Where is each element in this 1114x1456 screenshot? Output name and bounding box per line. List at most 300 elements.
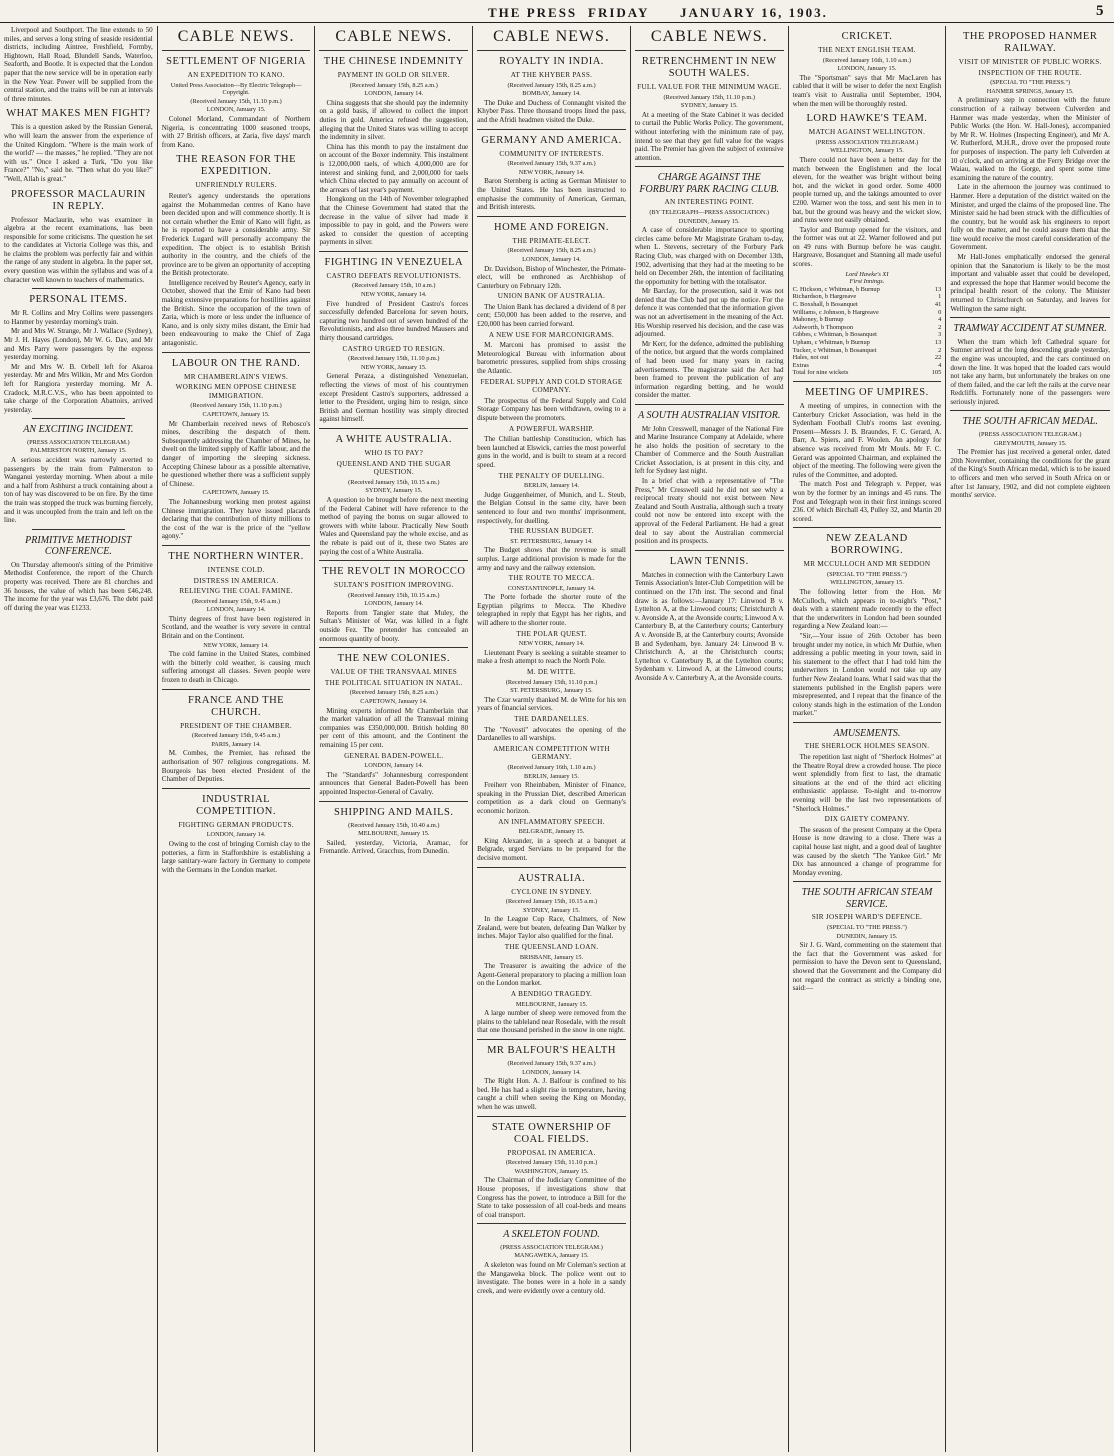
article-paragraph: Reports from Tangier state that Muley, the Sultan's Minister of War, was killed in a fight outside Fez. The pretender has concealed an enormous quantity of booty.: [319, 608, 469, 643]
dateline-source: (SPECIAL TO "THE PRESS."): [827, 570, 907, 578]
divider: [950, 317, 1110, 318]
headline-umpires-meeting: MEETING OF UMPIRES.: [805, 386, 929, 398]
article-paragraph: This is a question asked by the Russian General, who will learn the answer from the experience of the United Kingdom. "Where is the main work of the world? — the masses," he replied. "They are not with us." Once I asked a Turk, "Do you like France?" "No," said he. "Then what do you like?" "Well, Allah is great.": [4, 123, 153, 183]
headline-south-australian-visitor: A SOUTH AUSTRALIAN VISITOR.: [638, 410, 781, 421]
batsman-entry: Upham, c Whitman, b Burnup: [792, 339, 870, 346]
dateline-place: LONDON, January 14.: [522, 1068, 581, 1076]
headline-amusements: AMUSEMENTS.: [833, 727, 901, 739]
article-paragraph: The match Post and Telegraph v. Pepper, was won by the former by an innings and 45 runs. The Post and Telegraph won in their first innings scored 236. Of which Birchall 43, Pulley 32, and Martin 20 scored.: [792, 480, 942, 523]
headline-france-church: FRANCE AND THE CHURCH.: [188, 694, 285, 718]
headline-skeleton-found: A SKELETON FOUND.: [503, 1229, 600, 1241]
article-paragraph: Mr Kerr, for the defence, admitted the publishing of the notice, but argued that the words complained of had been used for many years in racing advertisements. The magistrate said the Act had been framed to prevent the publication of any information regarding betting, and he would consider the matter.: [634, 339, 784, 400]
scorecard-row: [793, 293, 942, 301]
subhead: INTENSE COLD.: [207, 565, 265, 574]
batsman-runs: 22: [934, 354, 942, 362]
dateline-source: (SPECIAL TO "THE PRESS."): [827, 923, 907, 931]
received-line: (Received January 15th, 9.45 a.m.): [192, 732, 281, 740]
article-paragraph: Late in the afternoon the journey was continued to Hanmer. Here a deputation of the district waited on the Minister, and urged the claims of the proposed line. The Minister said he had been struck with the difficulties of the country, but he would ask his engineers to report fully on the matter, and he could assure them that the line would receive the most careful consideration of the Government.: [950, 183, 1111, 252]
batsman-runs: 3: [938, 331, 942, 339]
article-paragraph: The Right Hon. A. J. Balfour is confined to his bed. He has had a slight rise in temperature, having caught a chill when seeing the King on Monday, when he was unwell.: [477, 1077, 626, 1111]
article-paragraph: Professor Maclaurin, who was examiner in algebra at the recent examinations, has been responsible for some criticisms. The question he set to the candidates at Victoria College was this, and he claims the problem was perfectly fair and within the range of any student in algebra. In the paper set, every question was within the syllabus and was of a character well known to teachers of mathematics.: [4, 215, 153, 284]
article-paragraph: King Alexander, in a speech at a banquet at Belgrade, urged Servians to be prepared for the decisive moment.: [477, 836, 626, 862]
headline-labour-rand: LABOUR ON THE RAND.: [171, 357, 301, 369]
batsman-entry: Extras: [792, 361, 809, 369]
subhead: MR CHAMBERLAIN'S VIEWS.: [184, 372, 289, 381]
batsman-runs: 2: [938, 323, 942, 331]
divider: [162, 352, 311, 353]
received-line: (Received January 15th, 10.15 a.m.): [348, 478, 440, 486]
subhead: WHO IS TO PAY?: [364, 448, 424, 457]
headline-northern-winter: THE NORTHERN WINTER.: [168, 550, 304, 562]
headline-nz-borrowing: NEW ZEALAND BORROWING.: [826, 533, 908, 557]
dateline-place: CAPETOWN, January 15.: [202, 489, 270, 497]
article-paragraph: Mr John Cresswell, manager of the National Fire and Marine Insurance Company at Adelaide, where he also holds the position of secretary to the Chamber of Commerce and the South Australian Cricket Association, is at present in this city, and left for Sydney last night.: [634, 424, 784, 476]
headline-chinese-indemnity: THE CHINESE INDEMNITY: [323, 56, 464, 67]
article-paragraph: The Chilian battleship Constitucion, which has been launched at Elswick, carries the most powerful guns in the world, and is built to steam at a record speed.: [477, 435, 626, 469]
article-paragraph: Mr Chamberlain received news of Rebosco's mines, describing the despatch of them. Subsequently addressing the Chamber of Mines, he dwelt on the limited supply of Kaffir labour, and the danger of importing the sleeping sickness. Accepting Chinese labour as a possible alternative, he questioned whether there was a sufficient supply of Chinese.: [161, 419, 311, 488]
dateline-place: ST. PETERSBURG, January 15.: [510, 687, 593, 695]
article-paragraph: A large number of sheep were removed from the plains to the tableland near Rosedale, with the result that one thousand perished in the snow in one night.: [477, 1009, 626, 1035]
headline-professor-maclaurin: PROFESSOR MACLAURIN IN REPLY.: [11, 188, 146, 212]
article-paragraph: The prospectus of the Federal Supply and Cold Storage Company has been withdrawn, owing to a dispute between the promoters.: [477, 396, 626, 422]
dateline-place: MELBOURNE, January 15.: [515, 1000, 588, 1008]
dateline-place: CONSTANTINOPLE, January 14.: [507, 584, 596, 592]
batsman-entry: Williams, c Johnson, b Hargreave: [792, 308, 879, 316]
article-paragraph: The Johannesburg working men protest against Chinese immigration. They have issued placards declaring that the contribution of thirty millions to the cost of the war is the price of the "yellow agony.": [161, 497, 311, 541]
dateline-source: (PRESS ASSOCIATION TELEGRAM.): [27, 438, 130, 446]
article-paragraph: Hongkong on the 14th of November telegraphed that the Chinese Government had stated that the decrease in the value of silver had made it impossible to pay in gold, and the Powers were asked to consider the question of accepting payments in silver.: [319, 195, 469, 247]
article-paragraph: Sir J. G. Ward, commenting on the statement that the fact that the Government was asked for permission to have the Devon sent to Queensland, showed that the Government and the Company did not regard the contract as strictly a binding one, said:—: [792, 941, 942, 993]
subhead: THE DARDANELLES.: [514, 715, 589, 723]
dateline-place: WELLINGTON, January 15.: [830, 147, 904, 155]
divider: [162, 689, 311, 690]
article-paragraph: The "Sportsman" says that Mr MacLaren has cabled that it will be wiser to defer the next English team's visit to Australia until September, 1904, when the men will be thoroughly rested.: [792, 73, 942, 108]
article-paragraph: The repetition last night of "Sherlock Holmes" at the Theatre Royal drew a crowded house. The piece went splendidly from first to last, the dramatic situations at the end of the third act eliciting enthusiastic applause. To-night and to-morrow evening will be the last two representations of "Sherlock Holmes.": [792, 753, 942, 813]
dateline-place: NEW YORK, January 14.: [518, 640, 585, 648]
received-line: (Received January 15th, 9.37 a.m.): [507, 160, 596, 168]
article-paragraph: The Porte forbade the shorter route of the Egyptian pilgrims to Mecca. The Khedive telegraphed in reply that Egypt has her rights, and will adhere to the shorter route.: [477, 593, 626, 628]
subhead: THE PENALTY OF DUELLING.: [498, 471, 605, 480]
divider: [477, 1039, 626, 1040]
dateline-place: SYDNEY, January 15.: [680, 102, 738, 110]
divider: [477, 129, 626, 130]
subhead: FULL VALUE FOR THE MINIMUM WAGE.: [637, 83, 782, 91]
headline-balfour-health: MR BALFOUR'S HEALTH: [487, 1045, 616, 1056]
scorecard-table: [793, 271, 942, 377]
subhead: FIGHTING GERMAN PRODUCTS.: [178, 820, 294, 829]
article-paragraph: "Sir,—Your issue of 26th October has been brought under my notice, in which Mr Duthie, when addressing a public meeting in your town, said in his statement to the effect that I had told him the underwriters in London would not take up any further New Zealand loans. What I said was that the statements published in the English papers were misrepresented, and I repeat that the finance of the colony stands high in the estimation of the London market.": [792, 632, 942, 718]
divider: [32, 418, 125, 419]
batsman-runs: 13: [934, 339, 942, 346]
scorecard-row: [793, 354, 942, 362]
article-paragraph: When the tram which left Cathedral square for Sumner arrived at the long descending grade yesterday, the engine was uncoupled, and the cars continued on down the line. It was hoped that the loaded cars would not take any harm, but unfortunately the brakes on one of them failed, and the car left the rails at the curve near Redcliffs. Fortunately none of the passengers were seriously injured.: [950, 337, 1111, 406]
headline-state-ownership: STATE OWNERSHIP OF COAL FIELDS.: [491, 1121, 612, 1145]
divider: [793, 881, 942, 882]
column-2: [158, 26, 316, 1452]
headline-personal-items: PERSONAL ITEMS.: [29, 294, 128, 306]
divider: [319, 428, 468, 429]
article-paragraph: The Duke and Duchess of Connaught visited the Khyber Pass. Three thousand troops lined the pass, and the Afridi headmen visited the Duke.: [477, 98, 626, 124]
subhead: THE ROUTE TO MECCA.: [508, 574, 595, 583]
received-line: (Received January 15th, 11.10 p.m.): [505, 678, 598, 686]
dateline-place: WELLINGTON, January 15.: [830, 579, 904, 587]
divider: [319, 647, 468, 648]
subhead: FEDERAL SUPPLY AND COLD STORAGE COMPANY.: [480, 377, 623, 395]
dateline-place: BOMBAY, January 14.: [522, 90, 581, 98]
received-line: (Received January 15th, 10 a.m.): [352, 282, 436, 290]
subhead: INSPECTION OF THE ROUTE.: [978, 68, 1082, 77]
divider: [319, 801, 468, 802]
dateline-source: (PRESS ASSOCIATION TELEGRAM.): [500, 1243, 603, 1251]
divider: [319, 560, 468, 561]
section-head-cable-news: CABLE NEWS.: [650, 28, 768, 45]
subhead: PROPOSAL IN AMERICA.: [507, 1148, 596, 1157]
dateline-place: DUNEDIN, January 15.: [836, 932, 898, 940]
total-value: 105: [931, 369, 942, 377]
divider: [477, 50, 626, 51]
subhead: DIX GAIETY COMPANY.: [824, 815, 910, 824]
received-line: (Received January 15th, 9.37 a.m.): [507, 1060, 596, 1067]
article-paragraph: The Budget shows that the revenue is small surplus. Large additional provision is made for the army and navy and the railway extension.: [477, 546, 626, 572]
headline-retrenchment: RETRENCHMENT IN NEW SOUTH WALES.: [641, 56, 777, 79]
divider: [32, 288, 125, 289]
scorecard-row: [793, 331, 942, 339]
subhead: M. DE WITTE.: [527, 668, 576, 677]
scorecard-row: [793, 324, 942, 332]
article-paragraph: The "Novosti" advocates the opening of the Dardanelles to all warships.: [477, 725, 626, 743]
headline-australia: AUSTRALIA.: [517, 872, 586, 884]
divider: [162, 788, 311, 789]
headline-lord-hawke: LORD HAWKE'S TEAM.: [806, 113, 928, 125]
dateline-place: ST. PETERSBURG, January 14.: [510, 537, 593, 545]
subhead: THE NEXT ENGLISH TEAM.: [818, 46, 916, 54]
subhead: THE PRIMATE-ELECT.: [512, 236, 591, 245]
dateline-place: LONDON, January 14.: [364, 90, 424, 98]
dateline-source: (BY TELEGRAPH—PRESS ASSOCIATION.): [649, 208, 770, 216]
scorecard-row: [793, 301, 942, 309]
received-line: (Received January 15th, 11.10 p.m.): [348, 355, 440, 363]
subhead: VISIT OF MINISTER OF PUBLIC WORKS.: [958, 58, 1102, 66]
dateline-place: WASHINGTON, January 15.: [514, 1167, 589, 1175]
article-paragraph: Dr. Davidson, Bishop of Winchester, the Primate-elect, will be enthroned as Archbishop of Canterbury on February 12th.: [477, 264, 626, 290]
dateline-source: (PRESS ASSOCIATION TELEGRAM.): [978, 430, 1082, 438]
dateline-place: NEW YORK, January 14.: [361, 291, 427, 299]
subhead: CASTRO DEFEATS REVOLUTIONISTS.: [326, 271, 462, 280]
article-paragraph: A question to be brought before the next meeting of the Federal Cabinet will have reference to the method of paying the bonus on sugar allowed to growers with white labour. Practically New South Wales and Queensland pay the whole excise, and as the rebate is paid out of it, these two States are paying the cost of a White Australia.: [319, 495, 469, 556]
subhead: QUEENSLAND AND THE SUGAR QUESTION.: [336, 459, 451, 477]
dateline-place: HANMER SPRINGS, January 15.: [986, 87, 1074, 95]
subhead: THE RUSSIAN BUDGET.: [509, 527, 594, 536]
divider: [635, 404, 784, 405]
dateline-place: SYDNEY, January 15.: [365, 487, 423, 495]
column-4: [473, 26, 631, 1452]
dateline-place: MELBOURNE, January 15.: [358, 830, 430, 838]
subhead: MATCH AGAINST WELLINGTON.: [808, 128, 926, 137]
scorecard-row: [793, 339, 942, 347]
divider: [635, 550, 784, 551]
received-line: (Received January 15th, 11.10 p.m.): [663, 93, 755, 101]
subhead: THE SHERLOCK HOLMES SEASON.: [804, 742, 930, 751]
column-7: [946, 26, 1114, 1452]
article-paragraph: Liverpool and Southport. The line extends to 50 miles, and serves a long string of seaside residential districts, including Aintree, Freshfield, Formby, Hightown, Hall Road, Blundell Sands, Waterloo, Seaforth, and Bootle. It is expected that the London paper that the new service will be in operation early in the New Year. Power will be supplied from the central station, and the trains will be run at intervals of three minutes.: [4, 26, 153, 103]
dateline-place: NEW YORK, January 14.: [203, 641, 269, 649]
scorecard-row: [793, 347, 942, 355]
received-line: (Received January 15th, 9.45 a.m.): [192, 597, 281, 605]
divider: [477, 1223, 626, 1224]
article-paragraph: Taylor and Burnup opened for the visitors, and the former was out at 22. Warner followed and put on 49 runs with Burnup before he was caught. Hargreave, Bosanquet and Stanning all made useful scores.: [792, 225, 942, 269]
dateline-place: CAPETOWN, January 15.: [202, 411, 270, 418]
batsman-runs: 2: [938, 346, 942, 354]
article-paragraph: General Peraza, a distinguished Venezuelan, reflecting the views of most of his countrymen except President Castro's supporters, addressed a letter to the President, urging him to resign, since British and German hostility was simply directed against himself.: [319, 372, 469, 424]
subhead: THE QUEENSLAND LOAN.: [504, 943, 599, 952]
subhead: A NEW USE FOR MARCONIGRAMS.: [488, 330, 615, 339]
article-paragraph: A case of considerable importance to sporting circles came before Mr Magistrate Graham to-day, when L. Stevens, secretary of the Forbury Park Racing Club, was charged with on December 13th, 1902, advertising that they had at the meeting to be held on December 26th, the intention of facilitating the opportunity for betting with the totalisator.: [634, 226, 784, 286]
subhead: WORKING MEN OPPOSE CHINESE IMMIGRATION.: [175, 383, 297, 400]
headline-hanmer-railway: THE PROPOSED HANMER RAILWAY.: [962, 31, 1098, 54]
subhead: A POWERFUL WARSHIP.: [509, 424, 594, 433]
divider: [950, 410, 1110, 411]
subhead: SULTAN'S POSITION IMPROVING.: [333, 581, 454, 590]
headline-white-australia: A WHITE AUSTRALIA.: [335, 433, 453, 445]
divider: [162, 545, 311, 546]
batsman-entry: C. Boxshall, b Bosanquet: [792, 301, 858, 309]
dateline-place: LONDON, January 14.: [364, 600, 424, 608]
article-paragraph: Sailed, yesterday, Victoria, Aramac, for Fremantle. Arrived, Gracchus, from Dunedin.: [319, 838, 469, 856]
batsman-runs: 4: [938, 361, 942, 369]
scorecard-row: [793, 362, 942, 370]
scorecard-title: Lord Hawke's XI: [845, 270, 889, 278]
article-paragraph: Judge Guggenheimer, of Munich, and L. Steub, the Belgian Consul in the same city, have been sentenced to four and two months' imprisonment, respectively, for duelling.: [477, 490, 626, 525]
scorecard-innings: First Innings.: [849, 278, 885, 286]
dateline-source: (PRESS ASSOCIATION TELEGRAM.): [815, 138, 919, 146]
headline-south-african-medal: THE SOUTH AFRICAN MEDAL.: [962, 416, 1098, 428]
subhead: UNFRIENDLY RULERS.: [195, 181, 277, 190]
divider: [477, 216, 626, 217]
scorecard-rows: [793, 286, 942, 370]
article-paragraph: M. Combes, the Premier, has refused the authorisation of 907 religious congregations. M. Bourgeois has been elected President of the Chamber of Deputies.: [161, 749, 311, 784]
batsman-entry: Tucker, c Whitman, b Bosanquet: [792, 346, 877, 354]
dateline-place: BELGRADE, January 15.: [518, 828, 585, 836]
received-line: (Received January 15th, 10.15 a.m.): [505, 898, 598, 906]
headline-royalty-india: ROYALTY IN INDIA.: [499, 56, 604, 67]
article-paragraph: Thirty degrees of frost have been registered in Scotland, and the weather is very severe in central Britain and on the Continent.: [161, 614, 311, 641]
dateline-place: PALMERSTON NORTH, January 15.: [30, 447, 127, 455]
batsman-entry: Gibbes, c Whitman, b Bosanquet: [792, 331, 877, 339]
subhead: A BENDIGO TRAGEDY.: [510, 990, 593, 999]
received-line: (Received January 15th, 11.10 p.m.): [505, 1159, 598, 1167]
dateline-place: CAPETOWN, January 14.: [360, 698, 428, 706]
article-paragraph: Freiherr von Rheinbaben, Minister of Finance, speaking in the Prussian Diet, described American competition as a dark cloud on Germany's economic horizon.: [477, 781, 626, 815]
article-paragraph: Mr and Mrs W. Strange, Mr J. Wallace (Sydney), Mr J. H. Hayes (London), Mr W. G. Dav, and Mr and Mrs Parry were passengers by the express yesterday morning.: [4, 327, 153, 362]
dateline-place: PARIS, January 14.: [211, 740, 261, 748]
headline-germany-america: GERMANY AND AMERICA.: [481, 134, 622, 146]
divider: [319, 50, 468, 51]
article-paragraph: The Treasurer is awaiting the advice of the Agent-General preparatory to placing a million loan on the London market.: [477, 962, 626, 988]
article-paragraph: A meeting of umpires, in connection with the Canterbury Cricket Association, was held in the Sydenham Football Club's rooms last evening. Present—Messrs J. B. Braundes, F. C. Gerard, A. Barr, A. Spiers, and F. Woolen. An apology for absence was received from Mr Mouls. Mr F. C. Gerard was appointed Chairman, and explained the object of the meeting. The following were given the rules of the Committee, and adopted.: [792, 401, 942, 479]
headline-nigeria: SETTLEMENT OF NIGERIA: [166, 56, 306, 67]
headline-primitive-methodist: PRIMITIVE METHODIST CONFERENCE.: [25, 534, 132, 558]
batsman-entry: Mahoney, b Burnup: [792, 316, 844, 324]
headline-morocco: THE REVOLT IN MOROCCO: [322, 566, 466, 578]
section-head-cable-news: CABLE NEWS.: [335, 28, 453, 45]
issue-date: JANUARY 16, 1903.: [680, 5, 828, 20]
batsman-entry: Ashworth, b Thompson: [792, 323, 854, 331]
issue-day: FRIDAY: [588, 5, 650, 20]
dateline-place: DUNEDIN, January 15.: [678, 217, 740, 225]
article-paragraph: Lieutenant Peary is seeking a suitable steamer to make a fresh attempt to reach the North Pole.: [477, 648, 626, 666]
divider: [319, 251, 468, 252]
received-line: (Received January 15th, 8.25 a.m.): [507, 81, 596, 89]
page-number: 5: [1096, 3, 1106, 19]
received-line: (Received January 16th, 1.10 a.m.): [822, 56, 912, 64]
divider: [635, 166, 784, 167]
dateline-place: BERLIN, January 15.: [524, 772, 579, 780]
columns: [0, 26, 1114, 1452]
divider: [793, 381, 942, 382]
article-paragraph: The Czar warmly thanked M. de Witte for his ten years of financial services.: [477, 695, 626, 713]
article-paragraph: China has this month to pay the instalment due on account of the Boxer indemnity. This instalment is 12,000,000 taels, of which 4,000,000 are for interest and sinking fund, and 2,000,000 for taels which China elected to pay annually on account of the arrears of last year's payment.: [319, 142, 469, 194]
credit-line: United Press Association—By Electric Telegraph—Copyright.: [170, 81, 302, 97]
subhead: AT THE KHYBER PASS.: [510, 71, 593, 79]
dateline-place: BERLIN, January 14.: [524, 482, 579, 490]
article-paragraph: Mr R. Collins and Mry Collins were passengers to Hanmer by yesterday morning's train.: [4, 309, 153, 326]
received-line: (Received January 15th, 8.25 a.m.): [507, 247, 596, 255]
divider: [162, 50, 311, 51]
headline-shipping-mails: SHIPPING AND MAILS.: [334, 806, 454, 818]
received-line: (Received January 15th, 8.25 a.m.): [349, 81, 438, 89]
dateline-place: LONDON, January 14.: [364, 762, 424, 770]
subhead: AN INFLAMMATORY SPEECH.: [498, 817, 605, 826]
batsman-runs: 1: [938, 293, 942, 301]
dateline-place: LONDON, January 15.: [206, 106, 266, 114]
subhead: AMERICAN COMPETITION WITH GERMANY.: [493, 744, 610, 762]
paper-name: THE PRESS: [488, 5, 578, 20]
scorecard-row: [793, 316, 942, 324]
subhead: AN EXPEDITION TO KANO.: [187, 71, 285, 79]
subhead: DISTRESS IN AMERICA.: [193, 576, 279, 585]
article-paragraph: Owing to the cost of bringing Cornish clay to the potteries, a firm in Staffordshire is establishing a large sanitary-ware factory in Germany to compete with the Germans in the London market.: [161, 839, 311, 874]
article-paragraph: A preliminary step in connection with the future construction of a railway between Culverden and Hanmer was made yesterday, when the Minister of Public Works (the Hon. W. Hall-Jones), accompanied by Mr R. W. Holmes (Inspecting Engineer), and Mr A. W. Rutherford, M.H.R., drove over the proposed route for purposes of inspection. The party left Culverden at 10 o'clock, and on arriving at the Ferry Bridge over the Waiau, walked to the Gorge, and spent some time examining the nature of the country.: [950, 96, 1111, 182]
dateline-place: GREYMOUTH, January 15.: [993, 439, 1067, 447]
dateline-place: SYDNEY, January 15.: [523, 906, 580, 914]
received-line: (Received January 16th, 1.10 a.m.): [507, 763, 596, 771]
dateline-place: NEW YORK, January 15.: [361, 363, 427, 371]
article-paragraph: On Thursday afternoon's sitting of the Primitive Methodist Conference, the report of the Church property was received. There are 81 churches and 36 houses, the value of which has been £46,248. The income for the year was £3,676. The debt paid off during the year was £1233.: [4, 560, 153, 612]
batsman-entry: Hales, not out: [792, 354, 829, 362]
section-head-cable-news: CABLE NEWS.: [177, 28, 295, 45]
received-line: (Received January 15th, 10.15 a.m.): [348, 591, 440, 599]
column-3: [315, 26, 473, 1452]
total-label: Total for nine wickets: [792, 369, 849, 377]
article-paragraph: In the League Cup Race, Chalmers, of New Zealand, were but beaten, defeating Dan Walker by inches. Major Taylor also qualified for the final.: [477, 915, 626, 941]
headline-lawn-tennis: LAWN TENNIS.: [669, 555, 749, 567]
article-paragraph: Mr and Mrs W. B. Orbell left for Akaroa yesterday. Mr and Mrs Wilkin, Mr and Mrs Gordon left for Rangiora yesterday morning. Mr A. Cradock, M.R.C.V.S., who has been appointed to take charge of the Corporation Abattoirs, arrived yesterday.: [4, 362, 153, 414]
article-paragraph: China suggests that she should pay the indemnity on a gold basis, if allowed to collect the import duties in gold. America refused the suggestion, alleging that the United States was willing to accept the indemnity in silver.: [319, 98, 469, 142]
headline-cricket: CRICKET.: [841, 31, 893, 42]
article-paragraph: The season of the present Company at the Opera House is now drawing to a close. There was a capital house last night, and a good deal of laughter was caused by the sketch "The Yankee Girl." Mr Dix has announced a change of programme for Monday evening.: [792, 825, 942, 877]
column-6: [789, 26, 947, 1452]
article-paragraph: At a meeting of the State Cabinet it was decided to curtail the Public Works Policy. The government, without interfering with the minimum rate of pay, intend to see that they get full value for the wages paid. The Premier has given the subject of extensive attention.: [634, 110, 784, 162]
dateline-place: BRISBANE, January 15.: [519, 953, 584, 961]
article-paragraph: The Premier has just received a general order, dated 20th November, containing the conditions for the grant of the King's South African medal, which is to be issued to officers and men who served in South Africa on or after 1st January, 1902, and did not complete eighteen months' service.: [950, 448, 1111, 500]
article-paragraph: A skeleton was found on Mr Coleman's section at the Mangaweka block. The police went out to investigate. The bones were in a hole in a sandy creek, and were evidently over a century old.: [477, 1261, 626, 1295]
subhead: PAYMENT IN GOLD OR SILVER.: [337, 71, 450, 79]
subhead: CASTRO URGED TO RESIGN.: [342, 344, 446, 353]
article-paragraph: Reuter's agency understands the operations against the Mohammedan centres of Kano have been decided upon and will commence shortly. It is not certain whether the Emir of Kano will fight, as he is reported to have a considerable army. Sir Frederick Lugard will personally accompany the expedition. The object is to establish British authority in the country, and the chiefs of the province are to be given an opportunity of accepting the British protectorate.: [161, 191, 311, 278]
article-paragraph: Baron Sternberg is acting as German Minister to the United States. He has been instructed to emphasise the community of American, German, and British interests.: [477, 177, 626, 212]
headline-home-foreign: HOME AND FOREIGN.: [494, 221, 609, 233]
received-line: (Received January 15th, 8.25 a.m.): [349, 689, 438, 697]
article-paragraph: A serious accident was narrowly averted to passengers by the train from Palmerston to Wanganui yesterday morning. When about a mile and a half from Ashhurst a truck containing about a ton of hay was discovered to be on fire. By the time the train was stopped the truck was burning fiercely, and it was uncoupled from the train and left on the line.: [4, 456, 153, 525]
divider: [635, 50, 784, 51]
subhead: CYCLONE IN SYDNEY.: [511, 887, 592, 896]
headline-venezuela: FIGHTING IN VENEZUELA: [324, 256, 464, 268]
subhead: MR MCCULLOCH AND MR SEDDON: [803, 560, 931, 569]
dateline-place: LONDON, January 15.: [837, 65, 897, 73]
subhead: UNION BANK OF AUSTRALIA.: [497, 292, 606, 301]
article-paragraph: Mr Barclay, for the prosecution, said it was not denied that the Club had put up the notice. For the defence it was contended that the information given was not an advertisement in the meaning of the Act. His Worship reserved his decision, and the case was adjourned.: [634, 287, 784, 339]
subhead: THE POLITICAL SITUATION IN NATAL.: [324, 678, 463, 687]
batsman-runs: 13: [934, 285, 942, 293]
batsman-runs: 41: [934, 301, 942, 309]
headline-what-makes-men-fight: WHAT MAKES MEN FIGHT?: [6, 108, 151, 120]
divider: [793, 722, 942, 723]
subhead: VALUE OF THE TRANSVAAL MINES: [330, 668, 458, 677]
batsman-entry: Richardson, b Hargreave: [792, 293, 857, 301]
article-paragraph: The Union Bank has declared a dividend of 8 per cent; £50,000 has been added to the reserve, and £20,000 has been carried forward.: [477, 302, 626, 329]
article-paragraph: Five hundred of President Castro's forces successfully defended Barcelona for seven hours, capturing two hundred out of seven hundred of the Revolutionists, and also three hundred Mausers and thirty thousand cartridges.: [319, 299, 469, 343]
received-line: (Received January 15th, 10.40 a.m.): [348, 821, 440, 829]
article-paragraph: Mining experts informed Mr Chamberlain that the market valuation of all the Transvaal mining companies was £350,000,000. British holding 80 per cent of this amount, and the Continent the remaining 15 per cent.: [319, 706, 469, 749]
subhead: AN INTERESTING POINT.: [664, 198, 754, 207]
article-paragraph: Intelligence received by Reuter's Agency, early in October, showed that the Emir of Kano had been making extensive preparations for hostilities against the British. Since the occupation of the town of Zaria, which is more or less under the influence of Kano, and is only sixty miles distant, the Emir had been endeavouring to make the Chief of Zaga antagonistic.: [161, 278, 311, 348]
column-5: [631, 26, 789, 1452]
article-paragraph: Colonel Morland, Commandant of Northern Nigeria, is concentrating 1000 seasoned troops, with 27 British officers, at Zaria, five days' march from Kano.: [161, 114, 311, 149]
headline-tramway-accident: TRAMWAY ACCIDENT AT SUMNER.: [953, 323, 1107, 335]
headline-steam-service: THE SOUTH AFRICAN STEAM SERVICE.: [801, 887, 933, 910]
dateline-place: LONDON, January 14.: [206, 831, 266, 839]
dateline-place: LONDON, January 14.: [522, 255, 581, 263]
article-paragraph: The cold famine in the United States, combined with the bitterly cold weather, is causing much suffering amongst all classes. Seven people were frozen to death in Chicago.: [161, 650, 311, 685]
article-paragraph: Matches in connection with the Canterbury Lawn Tennis Association's Inter-Club Competition will be continued on the 17th inst. The second and final draw is as follows:—January 17: Linwood B v. Lyttelton A, at the Linwood courts; Christchurch A v. Avonside A, at the Avonside courts; Linwood A v. Canterbury B, at the Canterbury courts; Canterbury A v. Avonside B, at the Canterbury courts; Avonside B and Sydenham, bye. January 24: Linwood B v. Christchurch A, at the Christchurch courts; Lyttelton v. Canterbury B, at the Lyttelton courts; Sydenham v. Linwood A, at the Linwood courts; Avonside A v. Canterbury A, at the Avonside courts.: [634, 570, 784, 682]
dateline-source: (SPECIAL TO "THE PRESS."): [990, 79, 1071, 87]
divider: [477, 867, 626, 868]
divider: [477, 1116, 626, 1117]
scorecard-row: [793, 309, 942, 317]
dateline-place: LONDON, January 14.: [206, 606, 266, 614]
headline-forbury-park: CHARGE AGAINST THE FORBURY PARK RACING CLUB.: [639, 172, 780, 195]
scorecard-total-row: [793, 369, 942, 377]
subhead: GENERAL BADEN-POWELL.: [344, 751, 444, 760]
column-1: [0, 26, 158, 1452]
dateline-place: MANGAWEKA, January 15.: [514, 1252, 589, 1260]
article-paragraph: There could not have been a better day for the match between the Englishmen and the local eleven, for the weather was bright without being hot, and the wicket in good order. Some 4000 people turned up, and the takings amounted to over £200. Warner won the toss, and sent his men in to bat, but the ground was heavy and the wicket slow, and runs were not easily obtained.: [792, 155, 942, 225]
headline-industrial-competition: INDUSTRIAL COMPETITION.: [196, 793, 276, 817]
headline-new-colonies: THE NEW COLONIES.: [337, 653, 450, 665]
scorecard-row: [793, 286, 942, 294]
subhead: THE POLAR QUEST.: [516, 629, 587, 638]
received-line: (Received January 15th, 11.10 p.m.): [190, 97, 282, 105]
subhead: RELIEVING THE COAL FAMINE.: [179, 587, 293, 596]
article-paragraph: The "Standard's" Johannesburg correspondent announces that General Baden-Powell has been appointed Inspector-General of Cavalry.: [319, 770, 469, 796]
headline-exciting-incident: AN EXCITING INCIDENT.: [23, 424, 134, 436]
subhead: COMMUNITY OF INTERESTS.: [499, 149, 604, 158]
batsman-runs: 4: [938, 316, 942, 324]
batsman-runs: 0: [938, 308, 942, 316]
dateline-place: NEW YORK, January 14.: [518, 168, 585, 176]
article-paragraph: The following letter from the Hon. Mr McCulloch, which appears in to-night's "Post," deals with a statement made recently to the effect that the underwriters in London had been sounded regarding a New Zealand loan:—: [792, 588, 942, 631]
article-paragraph: M. Marconi has promised to assist the Meteorological Bureau with information about barometric pressures, supplied from ships crossing the Atlantic.: [477, 341, 626, 376]
